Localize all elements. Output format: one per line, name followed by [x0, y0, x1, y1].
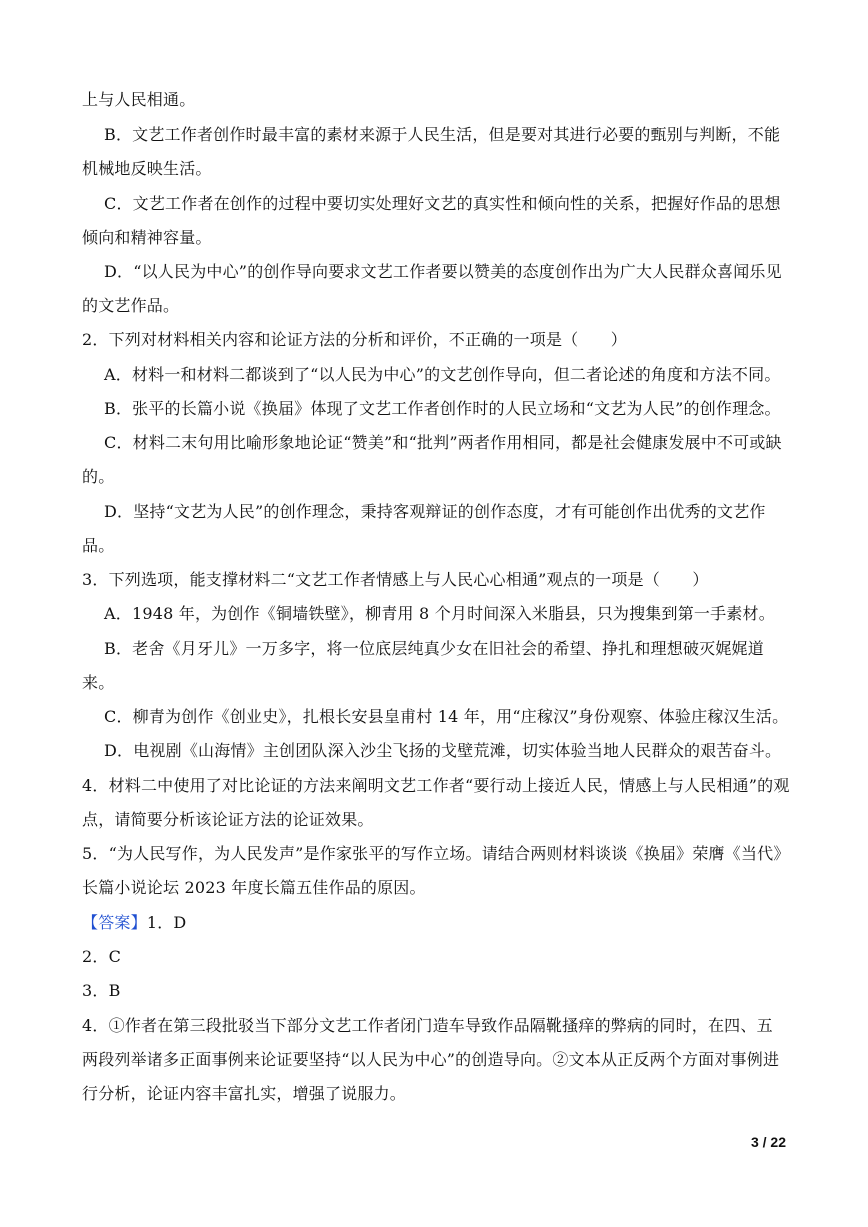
text-line: 长篇小说论坛 2023 年度长篇五佳作品的原因。: [82, 878, 426, 897]
text-line: 的文艺作品。: [82, 296, 180, 315]
option-b: B．老舍《月牙儿》一万多字，将一位底层纯真少女在旧社会的希望、挣扎和理想破灭娓娓道: [104, 639, 764, 658]
option-a: A．1948 年，为创作《铜墙铁壁》，柳青用 8 个月时间深入米脂县，只为搜集到第一手素材。: [104, 604, 775, 623]
question-5: 5．“为人民写作，为人民发声”是作家张平的写作立场。请结合两则材料谈谈《换届》荣膺《当代》: [82, 844, 790, 863]
answer-2: 2．C: [82, 947, 122, 966]
option-c: C．材料二末句用比喻形象地论证“赞美”和“批判”两者作用相同，都是社会健康发展中不可或缺: [104, 433, 782, 452]
answer-tag: 【答案】: [82, 913, 147, 932]
text-line: 品。: [82, 536, 115, 555]
option-a: A．材料一和材料二都谈到了“以人民为中心”的文艺创作导向，但二者论述的角度和方法不同。: [104, 365, 781, 384]
option-b: B．张平的长篇小说《换届》体现了文艺工作者创作时的人民立场和“文艺为人民”的创作理念。: [104, 399, 781, 418]
answer-3: 3．B: [82, 981, 121, 1000]
answer-4: 4．①作者在第三段批驳当下部分文艺工作者闭门造车导致作品隔靴搔痒的弊病的同时，在四、五: [82, 1016, 773, 1035]
text-line: 行分析，论证内容丰富扎实，增强了说服力。: [82, 1084, 407, 1103]
option-d: D．电视剧《山海情》主创团队深入沙尘飞扬的戈壁荒滩，切实体验当地人民群众的艰苦奋斗。: [104, 741, 782, 760]
text-line: 来。: [82, 673, 115, 692]
text-line: 机械地反映生活。: [82, 159, 212, 178]
answer-1: 1．D: [146, 913, 187, 932]
text-line: 两段列举诸多正面事例来论证要坚持“以人民为中心”的创造导向。②文本从正反两个方面对事例进: [82, 1050, 780, 1069]
question-4: 4．材料二中使用了对比论证的方法来阐明文艺工作者“要行动上接近人民，情感上与人民相通”的观: [82, 776, 790, 795]
text-line: 上与人民相通。: [82, 90, 196, 109]
text-line: 点，请简要分析该论证方法的论证效果。: [82, 810, 374, 829]
page-number: 3 / 22: [750, 1134, 786, 1150]
text-line: D．“以人民为中心”的创作导向要求文艺工作者要以赞美的态度创作出为广大人民群众喜闻乐见: [104, 262, 782, 281]
answer-line: [0, 912, 868, 934]
option-c: C．柳青为创作《创业史》，扎根长安县皇甫村 14 年，用“庄稼汉”身份观察、体验庄稼汉生活。: [104, 707, 789, 726]
question-2: 2．下列对材料相关内容和论证方法的分析和评价，不正确的一项是（ ）: [82, 330, 627, 349]
text-line: 倾向和精神容量。: [82, 228, 212, 247]
question-3: 3．下列选项，能支撑材料二“文艺工作者情感上与人民心心相通”观点的一项是（ ）: [82, 570, 709, 589]
option-d: D．坚持“文艺为人民”的创作理念，秉持客观辩证的创作态度，才有可能创作出优秀的文艺作: [104, 502, 766, 521]
text-line: B．文艺工作者创作时最丰富的素材来源于人民生活，但是要对其进行必要的甄别与判断，不能: [104, 125, 781, 144]
text-line: 的。: [82, 467, 115, 486]
text-line: C．文艺工作者在创作的过程中要切实处理好文艺的真实性和倾向性的关系，把握好作品的思想: [104, 194, 781, 213]
